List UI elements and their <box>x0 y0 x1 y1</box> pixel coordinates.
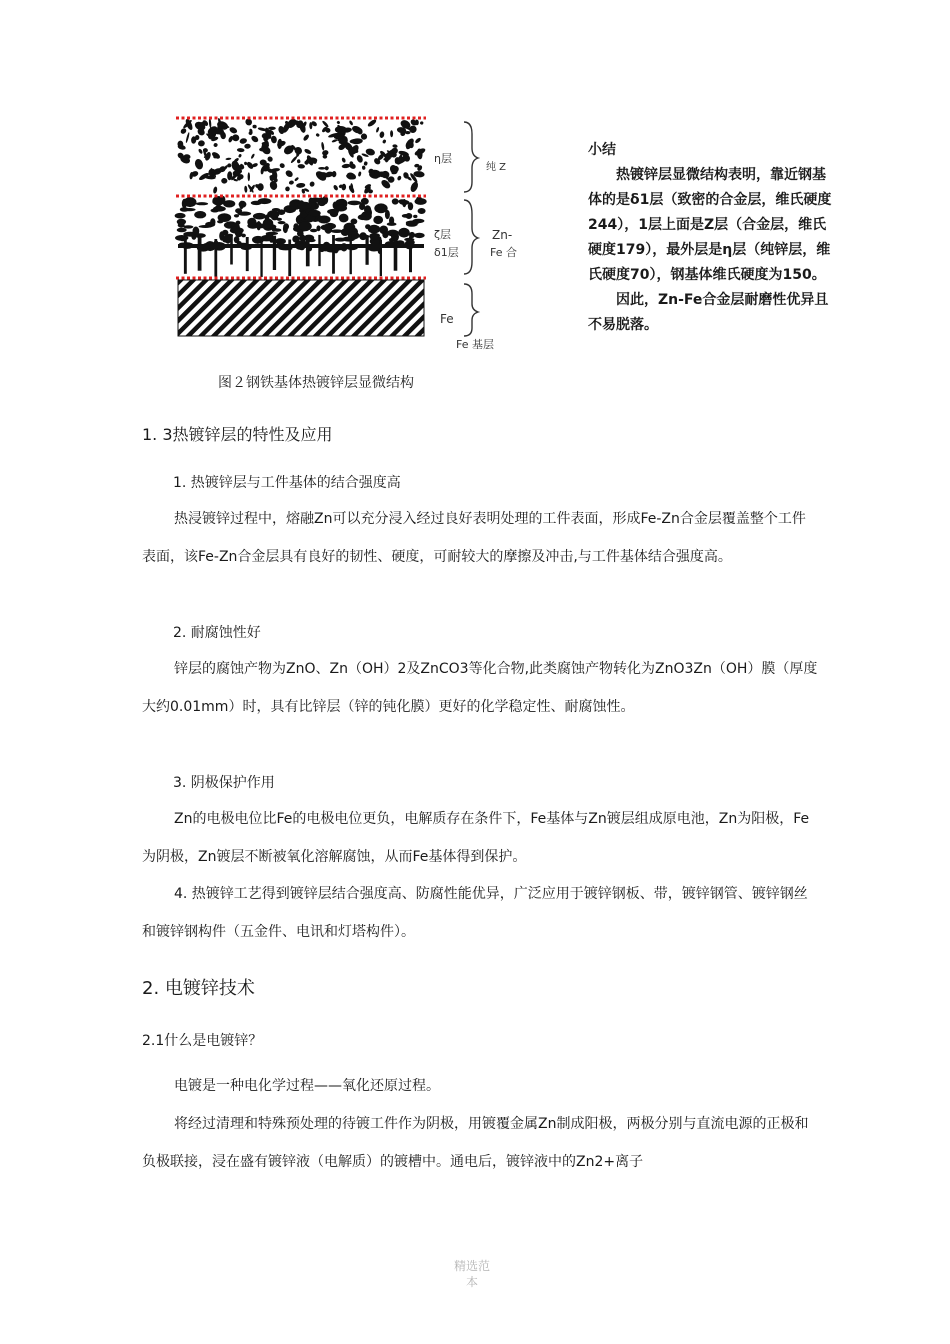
alloy-grain <box>418 208 426 214</box>
eta-grain <box>284 169 294 178</box>
eta-grain <box>285 186 290 191</box>
alloy-grain <box>335 238 347 242</box>
alloy-grain <box>175 213 186 219</box>
delta-columnar-grain <box>332 235 335 274</box>
eta-grain <box>388 164 399 176</box>
eta-grain <box>288 180 294 185</box>
eta-grain <box>239 137 248 144</box>
item-body-2: 锌层的腐蚀产物为ZnO、Zn（OH）2及ZnCO3等化合物,此类腐蚀产物转化为ZnO3Zn（OH）膜（厚度大约0.01mm）时，具有比锌层（锌的钝化膜）更好的化学稳定性、耐腐蚀性。 <box>142 661 818 715</box>
alloy-grain <box>318 216 331 224</box>
eta-grain <box>198 148 204 154</box>
alloy-grain <box>336 199 347 205</box>
section-heading-1-3: 1. 3热镀锌层的特性及应用 <box>142 425 333 444</box>
eta-note-label: 纯 Z <box>486 162 507 173</box>
alloy-grain <box>298 202 312 210</box>
alloy-grain <box>309 198 322 203</box>
eta-grain <box>248 172 250 181</box>
footer-line-2: 本 <box>465 1275 478 1289</box>
eta-grain <box>341 184 346 191</box>
alloy-grain <box>343 216 348 221</box>
zeta-layer-label: ζ层 <box>434 228 451 241</box>
alloy-grain <box>293 223 298 230</box>
alloy-grain <box>182 199 187 209</box>
eta-grain <box>229 126 239 134</box>
alloy-grain <box>218 213 232 222</box>
alloy-grain <box>368 225 380 234</box>
eta-grain <box>324 165 330 171</box>
alloy-grain <box>183 225 193 228</box>
eta-grain <box>213 142 218 147</box>
item-body-3: Zn的电极电位比Fe的电极电位更负，电解质存在条件下，Fe基体与Zn镀层组成原电池，Zn为阳极，Fe为阴极，Zn镀层不断被氧化溶解腐蚀，从而Fe基体得到保护。 <box>142 811 810 865</box>
delta-columnar-grain <box>184 239 187 274</box>
eta-grain <box>379 131 385 138</box>
alloy-grain <box>299 230 303 234</box>
alloy-grain <box>266 232 278 235</box>
eta-grain <box>297 159 301 164</box>
alloy-grain <box>283 223 289 230</box>
eta-grain <box>382 139 387 144</box>
eta-grain <box>250 153 255 159</box>
alloy-grain <box>308 210 320 216</box>
alloy-grain <box>299 235 306 240</box>
alloy-grain <box>351 219 358 225</box>
alloy-grain <box>348 201 362 206</box>
eta-grain <box>387 176 395 183</box>
eta-grain <box>397 175 402 181</box>
alloy-grain <box>196 202 208 205</box>
alloy-grain <box>276 218 282 221</box>
eta-grain <box>335 126 347 133</box>
alloy-grain <box>402 214 410 218</box>
eta-grain <box>238 154 242 158</box>
section-2-paragraph-2: 将经过清理和特殊预处理的待镀工件作为阴极，用镀覆金属Zn制成阳极，两极分别与直流电源的正极和负极联接，浸在盛有镀锌液（电解质）的镀槽中。通电后，镀锌液中的Zn2+离子 <box>142 1116 809 1170</box>
fe-brace <box>464 284 478 336</box>
delta-columnar-grain <box>318 235 320 266</box>
eta-grain <box>225 157 231 160</box>
item-title-2: 2. 耐腐蚀性好 <box>173 625 261 641</box>
eta-grain <box>244 161 248 165</box>
alloy-grain <box>258 198 272 204</box>
eta-grain <box>294 177 299 182</box>
eta-grain <box>244 186 247 193</box>
alloy-grain <box>299 212 307 218</box>
eta-grain <box>279 162 286 169</box>
summary-box <box>588 138 838 350</box>
alloy-grain <box>412 219 424 223</box>
delta-columnar-grain <box>306 235 310 266</box>
delta-columnar-grain <box>394 237 398 271</box>
footer-watermark <box>440 1258 504 1290</box>
delta-columnar-grain <box>230 234 233 264</box>
summary-paragraph-2: 因此，Zn-Fe合金层耐磨性优异且不易脱落。 <box>588 292 829 333</box>
eta-grain <box>336 120 340 124</box>
eta-grain <box>270 135 277 143</box>
alloy-grain <box>321 225 332 231</box>
footer-line-1: 精选范 <box>453 1259 490 1273</box>
eta-grain <box>405 131 411 134</box>
eta-grain <box>290 155 298 163</box>
alloy-grain <box>335 205 347 212</box>
alloy-layer-texture <box>175 196 427 277</box>
eta-grain <box>180 127 188 135</box>
alloy-grain <box>213 206 226 212</box>
eta-grain <box>304 148 312 155</box>
eta-grain <box>321 120 329 128</box>
eta-grain <box>420 121 424 125</box>
eta-grain <box>341 163 350 168</box>
alloy-grain <box>277 209 285 215</box>
eta-grain <box>363 161 368 166</box>
eta-layer-texture <box>177 117 427 195</box>
summary-paragraph-1: 热镀锌层显微结构表明，靠近钢基体的是δ1层（致密的合金层，维氏硬度244），1层上面是Z层（合金层，维氏硬度179），最外层是η层（纯锌层，维氏硬度70），钢基体维氏硬度为150。 <box>588 167 832 283</box>
eta-grain <box>409 181 419 193</box>
eta-grain <box>414 137 422 144</box>
alloy-grain <box>373 216 383 224</box>
eta-grain <box>331 139 338 143</box>
eta-grain <box>185 132 190 143</box>
delta-columnar-grain <box>350 235 352 274</box>
eta-grain <box>358 171 362 177</box>
microstructure-figure <box>176 116 576 352</box>
eta-grain <box>367 118 378 127</box>
alloy-grain <box>253 213 266 220</box>
alloy-grain <box>416 197 423 205</box>
eta-grain <box>198 140 205 147</box>
eta-grain <box>250 135 259 144</box>
delta-columnar-grain <box>198 236 202 271</box>
eta-grain <box>321 142 325 151</box>
fe-label: Fe <box>440 312 454 326</box>
eta-grain <box>252 125 256 129</box>
alloy-grain <box>364 205 371 214</box>
fe-base-label: Fe 基层 <box>456 338 494 351</box>
eta-grain <box>194 158 205 170</box>
eta-grain <box>390 130 393 137</box>
alloy-brace <box>464 200 478 274</box>
eta-grain <box>266 155 273 162</box>
alloy-grain <box>177 228 187 233</box>
eta-grain <box>268 127 276 131</box>
delta-band <box>178 244 424 248</box>
figure-caption: 图２钢铁基体热镀锌层显微结构 <box>218 375 414 391</box>
alloy-grain <box>398 228 410 238</box>
eta-grain <box>237 148 245 153</box>
summary-title: 小结 <box>588 142 616 158</box>
alloy-grain <box>392 198 399 204</box>
section-heading-2: 2. 电镀锌技术 <box>142 978 255 999</box>
alloy-grain <box>263 219 274 229</box>
eta-grain <box>349 120 354 126</box>
eta-grain <box>322 154 327 158</box>
eta-grain <box>302 134 310 142</box>
alloy-grain <box>387 222 397 226</box>
alloy-grain <box>272 227 277 232</box>
alloy-note-label-1: Zn- <box>492 228 513 242</box>
alloy-grain <box>382 231 388 238</box>
alloy-note-label-2: Fe 合 <box>490 246 517 259</box>
sub-heading-2-1: 2.1什么是电镀锌？ <box>142 1033 263 1049</box>
alloy-grain <box>177 219 186 225</box>
alloy-grain <box>310 229 317 232</box>
eta-grain <box>244 144 250 149</box>
delta-columnar-grain <box>246 237 249 271</box>
eta-grain <box>297 164 305 169</box>
eta-grain <box>296 183 306 189</box>
item-title-3: 3. 阴极保护作用 <box>173 775 275 791</box>
alloy-grain <box>414 233 425 238</box>
alloy-grain <box>247 218 256 227</box>
eta-brace <box>464 122 478 192</box>
alloy-grain <box>223 235 232 243</box>
eta-grain <box>318 167 325 170</box>
eta-grain <box>315 133 320 137</box>
eta-layer-label: η层 <box>434 152 452 165</box>
alloy-grain <box>278 221 286 224</box>
eta-grain <box>362 165 366 170</box>
eta-grain <box>227 163 232 168</box>
item-4-paragraph: 4. 热镀锌工艺得到镀锌层结合强度高、防腐性能优异，广泛应用于镀锌钢板、带，镀锌钢管、镀锌钢丝和镀锌钢构件（五金件、电讯和灯塔构件）。 <box>142 886 808 940</box>
section-2-paragraph-1: 电镀是一种电化学过程——氧化还原过程。 <box>174 1078 440 1094</box>
item-body-1: 热浸镀锌过程中，熔融Zn可以充分浸入经过良好表明处理的工件表面，形成Fe-Zn合金层覆盖整个工件表面，该Fe-Zn合金层具有良好的韧性、硬度，可耐较大的摩擦及冲击,与工件基体结合强度高。 <box>142 511 806 565</box>
eta-grain <box>333 184 339 191</box>
microstructure-diagram <box>176 116 576 352</box>
delta-columnar-grain <box>366 236 369 265</box>
fe-base-hatch <box>178 280 424 336</box>
alloy-grain <box>256 221 261 230</box>
eta-grain <box>309 181 316 188</box>
delta-layer-label: δ1层 <box>434 246 459 259</box>
eta-grain <box>257 183 263 191</box>
eta-grain <box>213 186 218 194</box>
eta-grain <box>221 178 228 184</box>
alloy-grain <box>385 210 390 219</box>
alloy-grain <box>232 226 237 233</box>
item-title-1: 1. 热镀锌层与工件基体的结合强度高 <box>173 475 401 491</box>
eta-grain <box>392 144 398 148</box>
alloy-grain <box>413 215 417 218</box>
eta-grain <box>341 157 346 163</box>
alloy-grain <box>370 234 379 240</box>
alloy-grain <box>239 201 247 208</box>
delta-columnar-grain <box>273 236 276 270</box>
eta-grain <box>375 127 379 133</box>
alloy-grain <box>235 208 242 213</box>
alloy-grain <box>399 200 409 205</box>
eta-grain <box>356 154 364 163</box>
alloy-grain <box>194 211 206 218</box>
alloy-grain <box>241 234 246 238</box>
alloy-grain <box>210 218 215 225</box>
alloy-grain <box>408 202 413 210</box>
alloy-grain <box>298 221 311 231</box>
delta-columnar-grain <box>409 237 412 273</box>
